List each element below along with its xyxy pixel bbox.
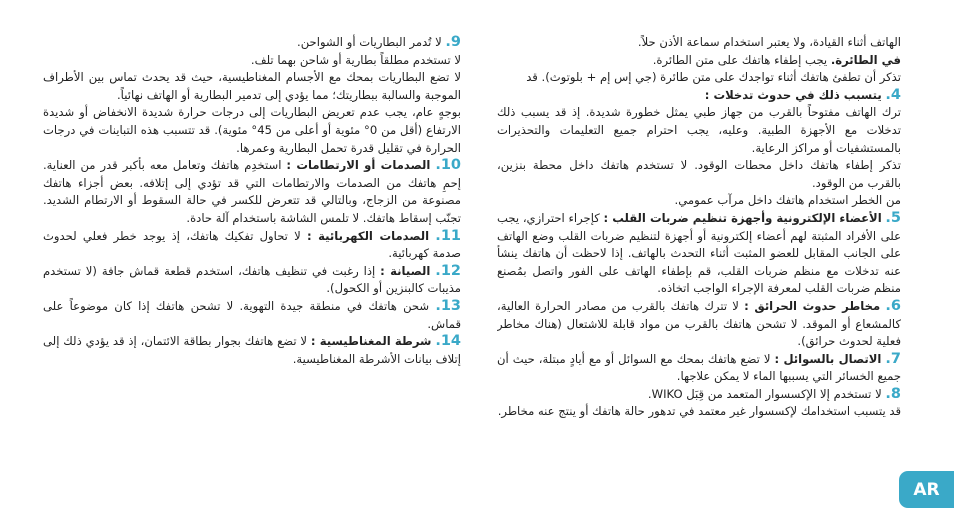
paragraph: الهاتف أثناء القيادة، ولا يعتبر استخدام سماعة الأذن حلاً.: [637, 35, 901, 49]
paragraph: قد يتسبب استخدامك لإكسسوار غير معتمد في تدهور حالة هاتفك أو ينتج عنه مخاطر.: [497, 404, 901, 419]
section-13: 13. شحن هاتفك في منطقة جيدة التهوية. لا تشحن هاتفك إذا كان موضوعاً على قماش.: [43, 297, 461, 331]
paragraph: تذكر إطفاء هاتفك داخل محطات الوقود. لا تستخدم هاتفك داخل محطة بنزين، بالقرب من الوقود.: [497, 158, 901, 190]
section-14: 14. شرطة المغناطيسية : لا تضع هاتفك بجوار بطاقة الائتمان، إذ قد يؤدي ذلك إلى إتلاف بيانات الأشرطة المغناطيسية.: [43, 333, 461, 366]
section-4-heading: 4. يتسبب ذلك في حدوث تدخلات :: [704, 86, 901, 103]
section-11: 11. الصدمات الكهربائية : لا تحاول تفكيك هاتفك، إذ يوجد خطر فعلي لحدوث صدمة كهربائية.: [43, 227, 461, 261]
paragraph: لا تضع البطاريات بمحك مع الأجسام المغناطيسية، حيث قد يحدث تماس بين الأطراف الموجبة والسالبة ببطاريتك؛ مما يؤدي إلى تدمير البطارية أو الهاتف نهائياً.: [43, 70, 461, 102]
paragraph: بوجهٍ عام، يجب عدم تعريض البطاريات إلى درجات حرارة شديدة الانخفاض أو شديدة الارتفاع (أقل من 0° مئوية أو أعلى من 45° مئوية). قد تتسبب هذه التباينات في درجات الحرارة في تقليل قدرة تحمل البطارية وعمرها.: [43, 105, 461, 155]
paragraph: من الخطر استخدام هاتفك داخل مرآب عمومي.: [674, 193, 901, 208]
paragraph: ترك الهاتف مفتوحاً بالقرب من جهاز طبي يمثل خطورة شديدة. إذ قد يسبب ذلك تدخلات مع الأجهزة الطبية. وعليه، يجب احترام جميع التعليمات والتحذيرات بالمستشفيات أو مراكز الرعاية.: [497, 105, 901, 155]
section-6: 6. مخاطر حدوث الحرائق : لا تترك هاتفك بالقرب من مصادر الحرارة العالية، كالمشعاع أو الموقد. لا تشحن هاتفك بالقرب من مواد قابلة للاشتعال (هناك مخاطر فعلية لحدوث حرائق).: [497, 297, 901, 349]
section-9: 9. لا تُدمر البطاريات أو الشواحن.: [297, 34, 461, 50]
language-badge: AR: [899, 471, 954, 508]
section-12: 12. الصيانة : إذا رغبت في تنظيف هاتفك، استخدم قطعة قماش جافة (لا تستخدم مذيبات كالبنزين أو الكحول).: [43, 262, 461, 296]
section-10: 10. الصدمات أو الارتطامات : استخدِم هاتفك وتعامل معه بأكبر قدر من العناية. إحمِ هاتفك من الصدمات والارتطامات التي قد تؤدي إلى إتلافه. بعض أجزاء هاتفك مصنوعة من الزجاج، وبالتالي قد تتعرض للكسر في حالة السقوط أو الارتطام الشديد. تجنّب إسقاط هاتفك. لا تلمس الشاشة باستخدام آلة حادة.: [43, 157, 461, 225]
paragraph: في الطائرة. يجب إطفاء هاتفك على متن الطائرة.: [652, 52, 901, 67]
section-5: 5. الأعضاء الإلكترونية وأجهزة تنظيم ضربات القلب : كإجراء احترازي، يجب على الأفراد المثبتة لهم أعضاء إلكترونية أو أجهزة لتنظيم ضربات القلب وضع الهاتف على الجانب المقابل للعضو المثبت أثناء التحدث بالهاتف. إذا لاحظت أن هاتفك ينشأ عنه تدخلات مع منظم ضربات القلب، قم بإطفاء الهاتف على الفور واتصل بمُصنع منظم ضربات القلب لمعرفة الإجراء الواجب اتخاذه.: [497, 209, 901, 296]
section-8: 8. لا تستخدم إلا الإكسسوار المتعمد من قِبَل WIKO.: [647, 385, 901, 402]
section-7: 7. الاتصال بالسوائل : لا تضع هاتفك بمحك مع السوائل أو مع أيادٍ مبتلة، حيث أن جميع الخسائر التي يسببها الماء لا يمكن علاجها.: [497, 350, 901, 384]
left-text-column: [43, 34, 461, 368]
right-text-column: [497, 34, 901, 421]
paragraph: لا تستخدم مطلقاً بطارية أو شاحن بهما تلف.: [250, 52, 461, 67]
paragraph: تذكر أن تطفئ هاتفك أثناء تواجدك على متن طائرة (جي إس إم + بلوتوث). قد: [526, 70, 901, 85]
